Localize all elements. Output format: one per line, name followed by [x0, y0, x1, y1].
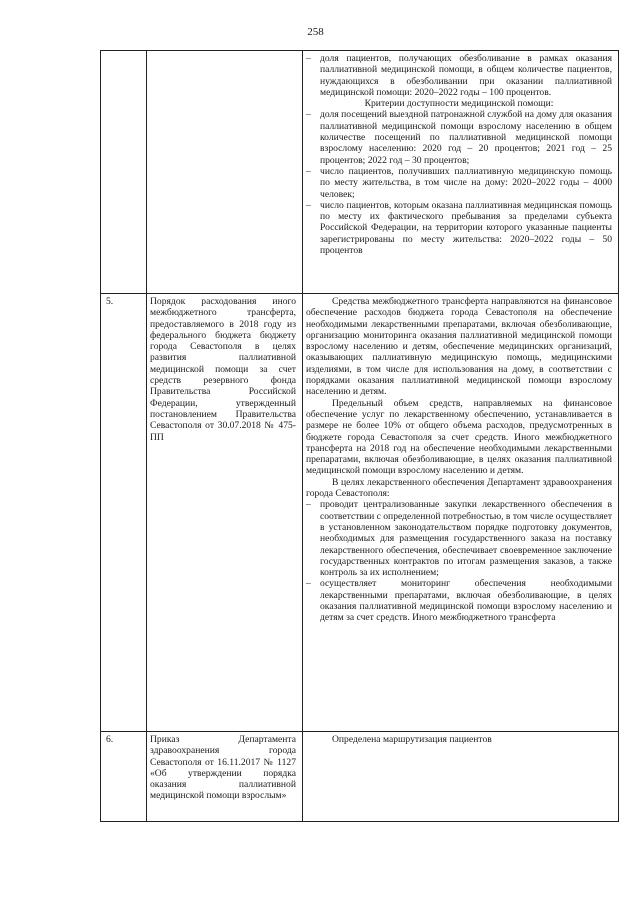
row5-number: 5.: [106, 296, 114, 307]
criteria-heading: Критерии доступности медицинской помощи:: [364, 98, 554, 110]
row-separator-6: [100, 731, 619, 732]
row-separator-5: [100, 293, 619, 294]
row5-title: Порядок расходования иного межбюджетного трансферта, предоставляемого в 2018 году из федерального бюджета бюджету города Севастополя в целях развития паллиативной медицинской помощи за счет средств резервного фонда Правительства Российской Федерации, утвержденный постановлением Правительства Севастополя от 30.07.2018 № 475-ПП: [150, 296, 296, 443]
list-item: – число пациентов, получивших паллиативную медицинскую помощь по месту жительства, в том числе на дому: 2020–2022 годы – 4000 человек;: [306, 166, 612, 200]
list-item: – осуществляет мониторинг обеспечения необходимыми лекарственными препаратами, включая обезболивающие, в целях оказания паллиативной медицинской помощи взрослому населению и детям за счет средств. Иного межбюджетного трансферта: [306, 578, 612, 623]
table-border-top: [100, 50, 619, 51]
list-item: – число пациентов, которым оказана паллиативная медицинская помощь по месту их фактического пребывания за пределами субъекта Российской Федерации, на территории которого указанные пациенты зарегистрированы по месту жительства: 2020–2022 годы – 50 процентов: [306, 200, 612, 256]
list-item: – доля пациентов, получающих обезболивание в рамках оказания паллиативной медицинской помощи, в общем количестве пациентов, нуждающихся в обезболивании при оказании паллиативной медицинской помощи: 2020–2022 годы – 100 процентов.: [306, 53, 612, 98]
paragraph: В целях лекарственного обеспечения Департамент здравоохранения города Севастополя:: [306, 476, 612, 500]
table-border-col2: [146, 50, 147, 822]
list-item: – проводит централизованные закупки лекарственного обеспечения в соответствии с определенной потребностью, в том числе осуществляет в установленном законодательством порядке подготовку документов, необходимых для размещения государственного заказа на поставку лекарственного обеспечения, обеспечивает своевременное заключение государственных контрактов по итогам размещения заказов, а также контроль за их исполнением;: [306, 499, 612, 578]
paragraph: Предельный объем средств, направляемых на финансовое обеспечение услуг по лекарственному обеспечению, устанавливается в размере не более 10% от общего объема расходов, предусмотренных в бюджете города Севастополя за счет средств. Иного межбюджетного трансферта на 2018 год на обеспечение необходимыми лекарственными препаратами, включая обезболивающие, в целях оказания паллиативной медицинской помощи взрослому населению и детям.: [306, 397, 612, 477]
row6-title: Приказ Департамента здравоохранения города Севастополя от 16.11.2017 № 1127 «Об утверждении порядка оказания паллиативной медицинской помощи взрослым»: [150, 734, 296, 802]
list-item: – доля посещений выездной патронажной службой на дому для оказания паллиативной медицинской помощи взрослому населению в общем количестве посещений по паллиативной медицинской помощи взрослому населению: 2020 год – 20 процентов; 2021 год – 25 процентов; 2022 год – 30 процентов;: [306, 109, 612, 165]
row6-number: 6.: [106, 734, 114, 745]
table-border-right: [618, 50, 619, 822]
row4-content: [306, 53, 612, 256]
page-number: 258: [307, 26, 324, 38]
table-border-left: [100, 50, 101, 822]
table-border-col3: [302, 50, 303, 822]
table-border-bottom: [100, 821, 619, 822]
row6-content: Определена маршрутизация пациентов: [332, 734, 492, 745]
paragraph: Средства межбюджетного трансферта направляются на финансовое обеспечение расходов бюджета города Севастополя на обеспечение необходимыми лекарственными препаратами, включая обезболивающие, организацию мониторинга оказания паллиативной медицинской помощи взрослому населению и детям, обеспечение медицинских организаций, оказывающих паллиативную медицинскую помощь, медицинскими изделиями, в том числе для использования на дому, в соответствии с порядками оказания паллиативной медицинской помощи взрослому населению и детям.: [306, 296, 612, 398]
row5-content: [306, 296, 612, 624]
